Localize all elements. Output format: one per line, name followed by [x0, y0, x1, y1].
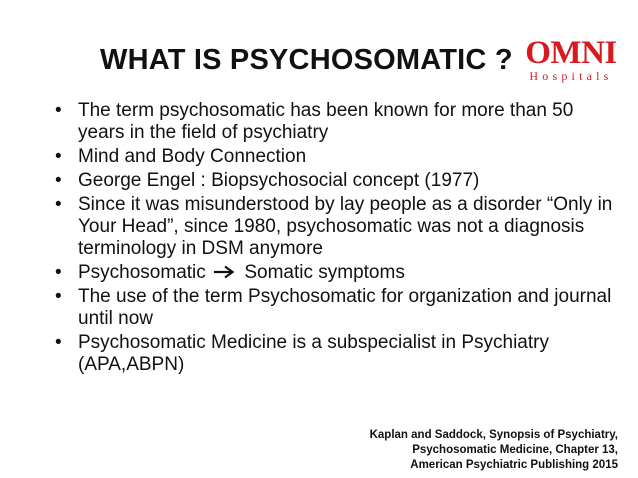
slide-title: WHAT IS PSYCHOSOMATIC ? — [100, 44, 513, 76]
bullet-dot: • — [55, 286, 62, 307]
reference-line: Psychosomatic Medicine, Chapter 13, — [412, 444, 618, 456]
bullet-item — [55, 194, 615, 260]
omni-hospitals-logo — [521, 36, 621, 82]
bullet-item — [55, 170, 615, 192]
bullet-dot: • — [55, 100, 62, 121]
reference-line: American Psychiatric Publishing 2015 — [410, 459, 618, 471]
bullet-text: The term psychosomatic has been known for more than 50 years in the field of psychiatry — [78, 100, 574, 143]
bullet-text: George Engel : Biopsychosocial concept (1977) — [78, 170, 480, 191]
logo-subtitle: Hospitals — [529, 69, 613, 83]
bullet-text: The use of the term Psychosomatic for organization and journal until now — [78, 286, 612, 329]
bullet-list — [55, 100, 615, 378]
bullet-dot: • — [55, 332, 62, 353]
bullet-text-after-arrow: Somatic symptoms — [244, 262, 405, 283]
bullet-dot: • — [55, 170, 62, 191]
bullet-text-before-arrow: Psychosomatic — [78, 262, 206, 283]
bullet-dot: • — [55, 194, 62, 215]
reference-citation — [318, 428, 618, 473]
bullet-item — [55, 332, 615, 376]
bullet-item — [55, 100, 615, 144]
bullet-item — [55, 146, 615, 168]
bullet-dot: • — [55, 146, 62, 167]
reference-line: Kaplan and Saddock, Synopsis of Psychiatry, — [369, 429, 618, 441]
bullet-item — [55, 286, 615, 330]
bullet-dot: • — [55, 262, 62, 283]
arrow-right-icon — [213, 265, 235, 279]
bullet-text: Psychosomatic Medicine is a subspecialist in Psychiatry (APA,ABPN) — [78, 332, 549, 375]
bullet-text: Since it was misunderstood by lay people as a disorder “Only in Your Head”, since 1980, psychosomatic was not a diagnosis terminology in DSM anymore — [78, 194, 613, 259]
bullet-item — [55, 262, 615, 284]
bullet-text: Mind and Body Connection — [78, 146, 307, 167]
logo-brand: OMNI — [525, 35, 617, 71]
